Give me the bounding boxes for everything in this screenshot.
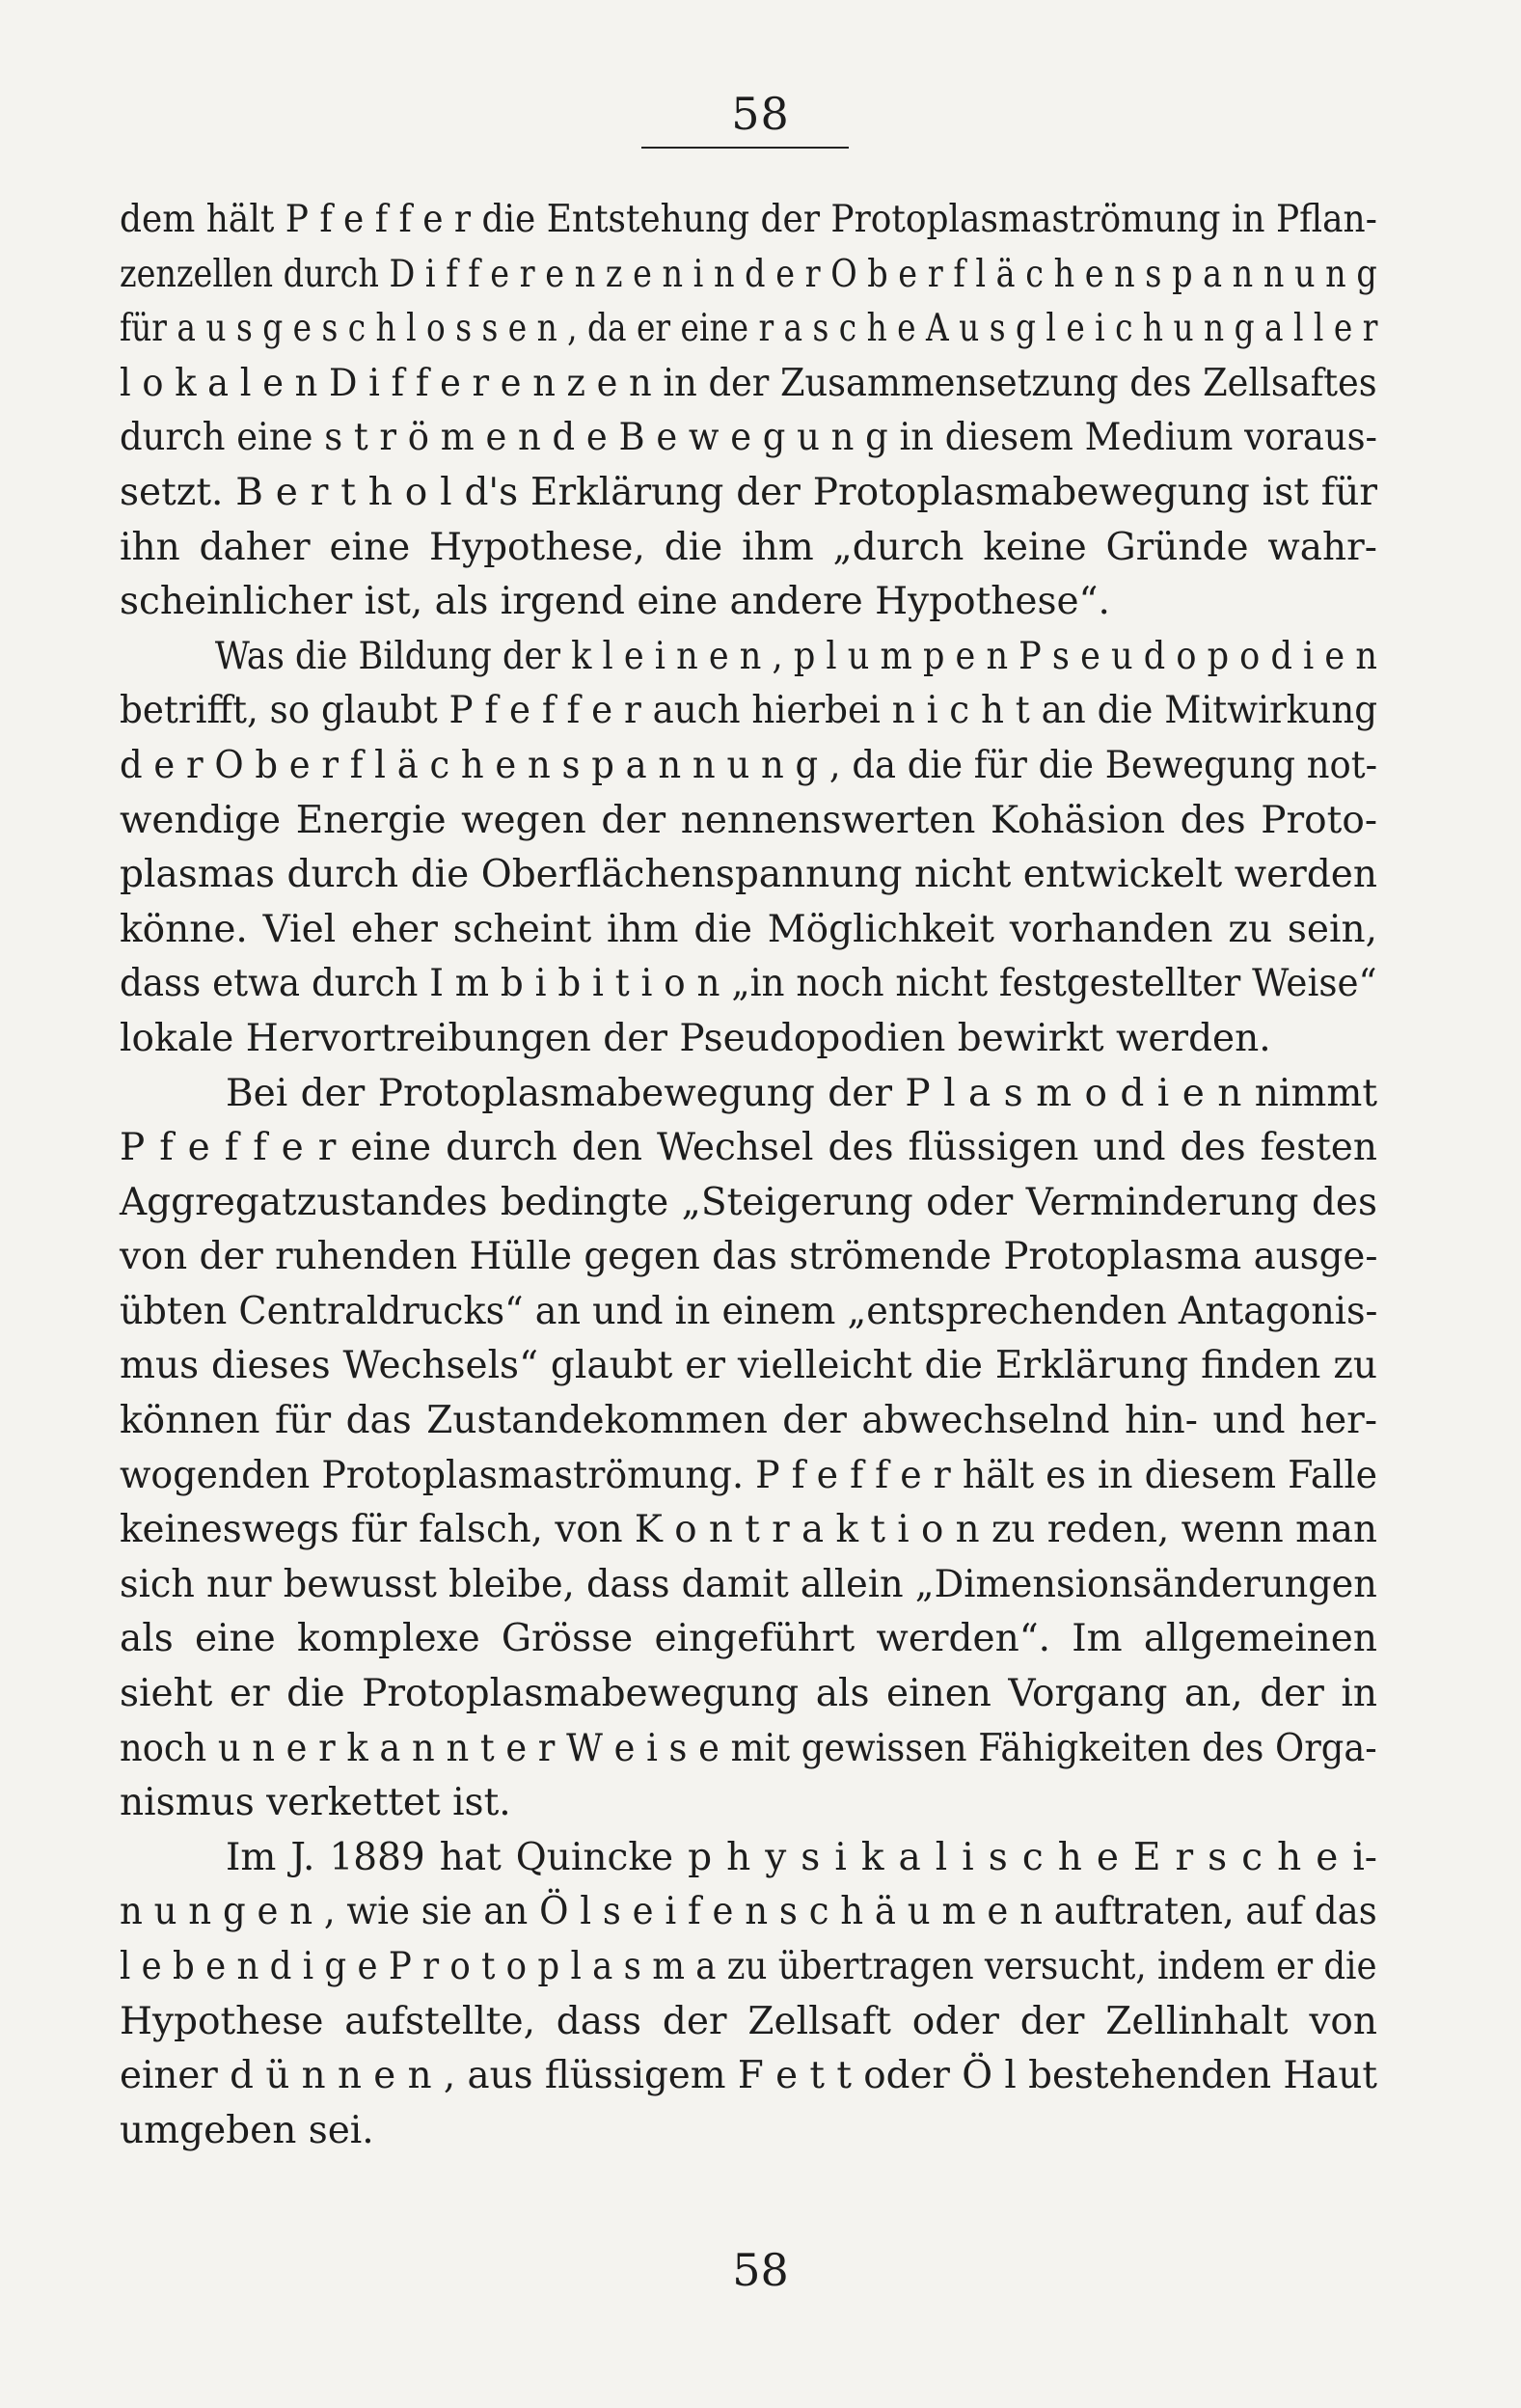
page-number-top: 58 — [731, 88, 790, 140]
text-line: dem hält P f e f f e r die Entstehung der Protoplasmaströmung in Pflan- — [120, 198, 1377, 241]
text-line: von der ruhenden Hülle gegen das strömende Protoplasma ausge- — [120, 1235, 1378, 1279]
text-line: können für das Zustandekommen der abwechselnd hin- und her- — [120, 1399, 1377, 1443]
text-line: als eine komplexe Grösse eingeführt werden“. Im allgemeinen — [120, 1617, 1377, 1661]
text-line: zenzellen durch D i f f e r e n z e n i n d e r O b e r f l ä c h e n s p a n n u n g — [120, 252, 1377, 296]
text-line: ihn daher eine Hypothese, die ihm „durch keine Gründe wahr- — [120, 525, 1377, 569]
text-line: wogenden Protoplasmaströmung. P f e f f e r hält es in diesem Falle — [120, 1453, 1378, 1497]
text-line: nismus verkettet ist. — [120, 1781, 511, 1825]
text-line: noch u n e r k a n n t e r W e i s e mit gewissen Fähigkeiten des Orga- — [120, 1726, 1377, 1770]
text-line: setzt. B e r t h o l d's Erklärung der Protoplasmabewegung ist für — [120, 470, 1377, 514]
text-line: d e r O b e r f l ä c h e n s p a n n u n g , da die für die Bewegung not- — [120, 743, 1378, 787]
text-line: l o k a l e n D i f f e r e n z e n in der Zusammensetzung des Zellsaftes — [120, 361, 1377, 405]
text-line: plasmas durch die Oberflächenspannung nicht entwickelt werden — [120, 853, 1377, 897]
text-line: Aggregatzustandes bedingte „Steigerung oder Verminderung des — [120, 1180, 1377, 1224]
text-line: Bei der Protoplasmabewegung der P l a s m o d i e n nimmt — [226, 1071, 1377, 1115]
body-text — [120, 193, 1377, 2158]
text-line: wendige Energie wegen der nennenswerten Kohäsion des Proto- — [120, 798, 1377, 842]
text-line: keineswegs für falsch, von K o n t r a k t i o n zu reden, wenn man — [120, 1508, 1378, 1552]
text-line: dass etwa durch I m b i b i t i o n „in noch nicht festgestellter Weise“ — [120, 962, 1377, 1006]
text-line: mus dieses Wechsels“ glaubt er vielleicht die Erklärung finden zu — [120, 1344, 1377, 1388]
text-line: durch eine s t r ö m e n d e B e w e g u n g in diesem Medium voraus- — [120, 416, 1378, 460]
text-line: lokale Hervortreibungen der Pseudopodien bewirkt werden. — [120, 1016, 1271, 1060]
text-line: n u n g e n , wie sie an Ö l s e i f e n s c h ä u m e n auftraten, auf das — [120, 1890, 1377, 1934]
text-line: Was die Bildung der k l e i n e n , p l u m p e n P s e u d o p o d i e n — [214, 634, 1377, 678]
text-line: Im J. 1889 hat Quincke p h y s i k a l i s c h e E r s c h e i- — [226, 1835, 1377, 1879]
text-line: sich nur bewusst bleibe, dass damit allein „Dimensionsänderungen — [120, 1562, 1377, 1606]
text-line: betrifft, so glaubt P f e f f e r auch hierbei n i c h t an die Mitwirkung — [120, 689, 1378, 733]
text-line: umgeben sei. — [120, 2108, 374, 2152]
text-line: könne. Viel eher scheint ihm die Möglichkeit vorhanden zu sein, — [120, 907, 1377, 951]
text-line: l e b e n d i g e P r o t o p l a s m a zu übertragen versucht, indem er die — [120, 1945, 1377, 1988]
text-line: für a u s g e s c h l o s s e n , da er eine r a s c h e A u s g l e i c h u n g a l l e r — [120, 307, 1378, 351]
text-line: einer d ü n n e n , aus flüssigem F e t t oder Ö l bestehenden Haut — [120, 2054, 1377, 2098]
text-line: übten Centraldrucks“ an und in einem „entsprechenden Antagonis- — [120, 1289, 1378, 1333]
header-rule — [641, 147, 849, 149]
text-line: P f e f f e r eine durch den Wechsel des flüssigen und des festen — [120, 1126, 1377, 1170]
text-line: scheinlicher ist, als irgend eine andere Hypothese“. — [120, 580, 1110, 624]
page-number-bottom: 58 — [732, 2244, 789, 2296]
text-line: Hypothese aufstellte, dass der Zellsaft oder der Zellinhalt von — [120, 1999, 1377, 2043]
text-line: sieht er die Protoplasmabewegung als einen Vorgang an, der in — [120, 1672, 1377, 1716]
